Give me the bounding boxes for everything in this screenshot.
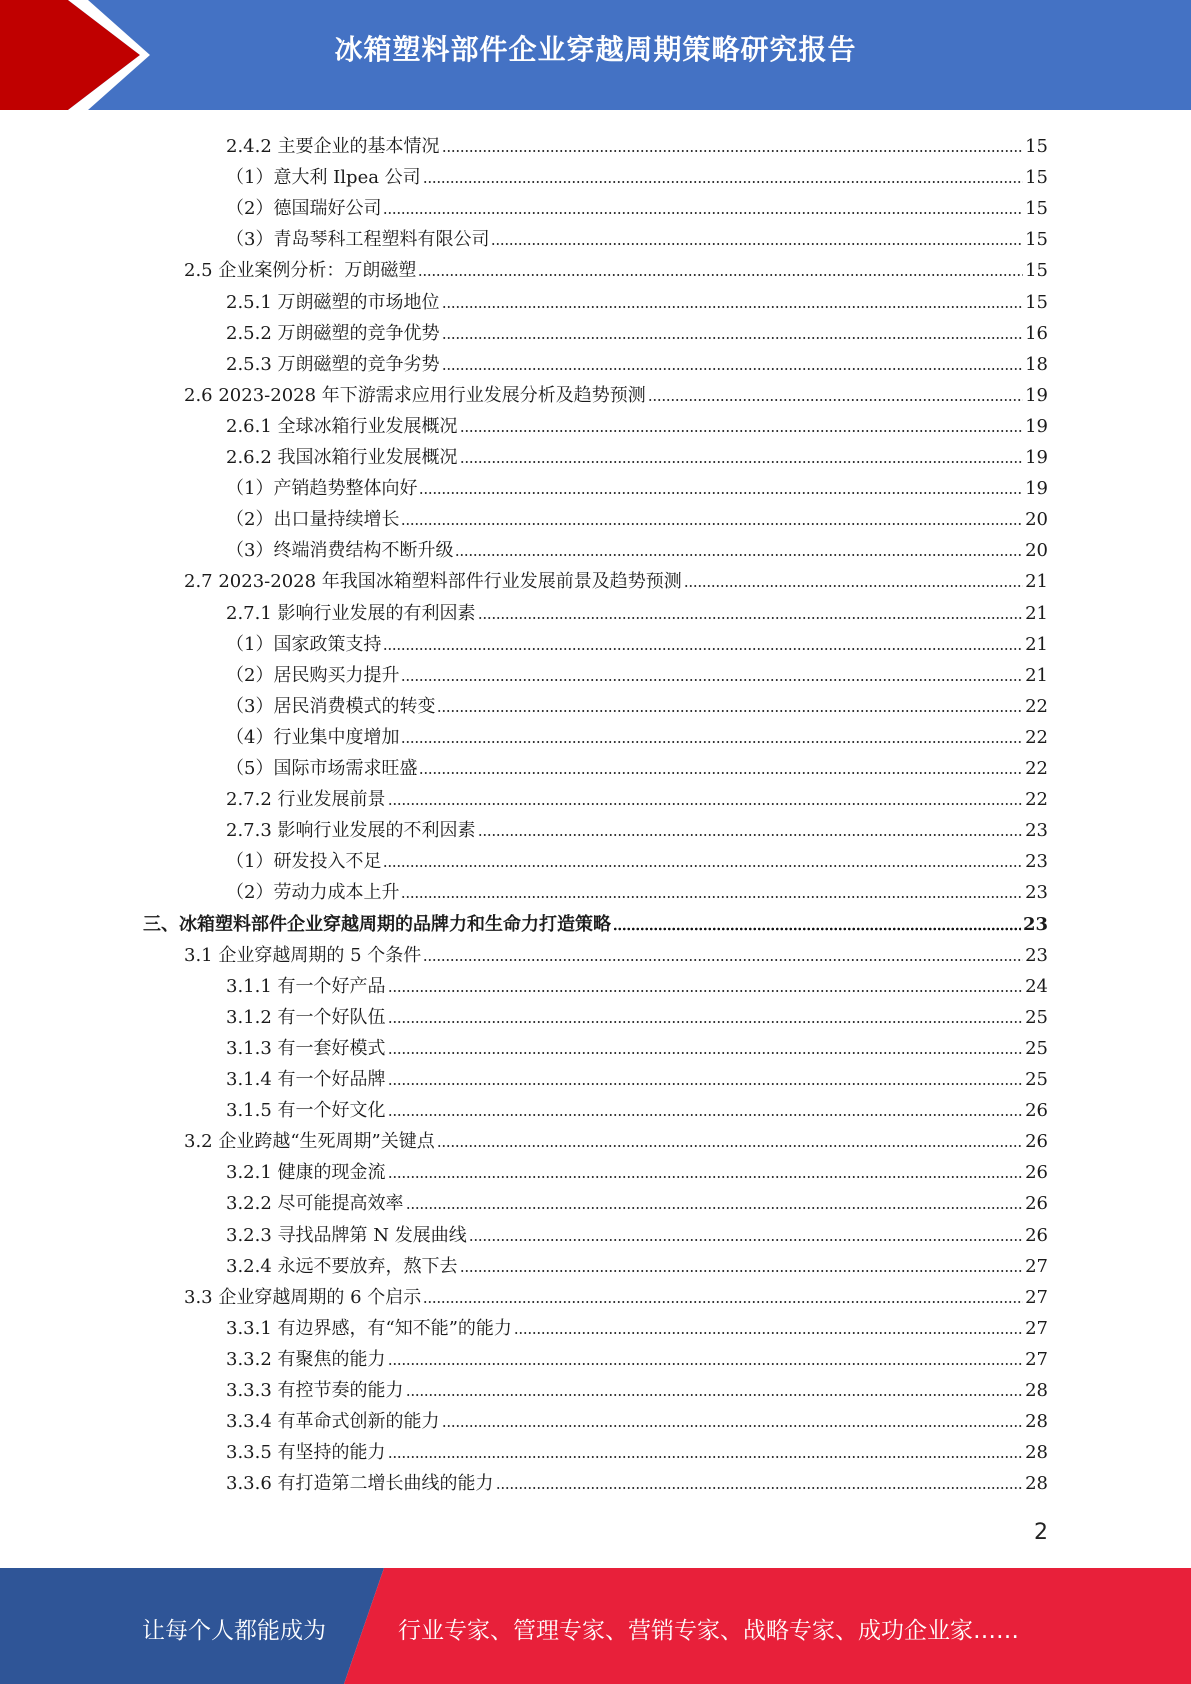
toc-entry-page: 26 <box>1025 1193 1048 1215</box>
toc-dot-leader <box>442 336 1024 340</box>
toc-entry[interactable] <box>226 780 1048 811</box>
toc-entry-page: 24 <box>1025 975 1048 997</box>
toc-dot-leader <box>684 584 1023 588</box>
toc-dot-leader <box>388 1051 1024 1055</box>
toc-entry-page: 21 <box>1025 571 1048 593</box>
toc-dot-leader <box>455 553 1023 557</box>
toc-entry-page: 16 <box>1025 322 1048 344</box>
toc-entry-title: 2.6.1 全球冰箱行业发展概况 <box>226 415 458 437</box>
toc-entry-page: 21 <box>1025 633 1048 655</box>
toc-dot-leader <box>401 678 1023 682</box>
toc-entry[interactable] <box>226 1029 1048 1060</box>
toc-entry[interactable] <box>184 936 1048 967</box>
toc-entry-page: 19 <box>1025 384 1048 406</box>
toc-entry[interactable] <box>226 407 1048 438</box>
toc-entry[interactable] <box>184 1122 1048 1153</box>
toc-entry[interactable] <box>226 345 1048 376</box>
toc-dot-leader <box>437 1144 1023 1148</box>
toc-entry-title: 3.2.4 永远不要放弃，熬下去 <box>226 1255 458 1277</box>
toc-dot-leader <box>388 1020 1024 1024</box>
page-header <box>0 0 1191 110</box>
toc-entry[interactable] <box>226 531 1048 562</box>
toc-entry-page: 18 <box>1025 353 1048 375</box>
toc-entry-title: 3.1.1 有一个好产品 <box>226 975 386 997</box>
toc-entry-page: 26 <box>1025 1224 1048 1246</box>
toc-entry-page: 20 <box>1025 540 1048 562</box>
toc-entry-page: 22 <box>1025 758 1048 779</box>
toc-entry-page: 28 <box>1025 1411 1048 1433</box>
toc-entry-page: 15 <box>1025 167 1048 189</box>
toc-entry[interactable] <box>226 314 1048 345</box>
toc-dot-leader <box>418 273 1023 277</box>
toc-entry[interactable] <box>226 998 1048 1029</box>
toc-entry-page: 23 <box>1022 913 1048 935</box>
toc-entry-page: 27 <box>1025 1286 1048 1308</box>
toc-entry-page: 26 <box>1025 1162 1048 1184</box>
toc-entry-title: 3.3.5 有坚持的能力 <box>226 1442 386 1464</box>
toc-entry-title: （2）出口量持续增长 <box>226 509 400 531</box>
toc-entry-title: 2.6 2023-2028 年下游需求应用行业发展分析及趋势预测 <box>184 384 646 406</box>
toc-dot-leader <box>423 180 1023 184</box>
toc-dot-leader <box>437 709 1023 713</box>
toc-entry-page: 23 <box>1025 882 1048 904</box>
toc-entry-page: 22 <box>1025 695 1048 717</box>
toc-dot-leader <box>460 1269 1024 1273</box>
toc-entry[interactable] <box>226 718 1048 749</box>
toc-entry[interactable] <box>226 1340 1048 1371</box>
toc-dot-leader <box>460 429 1024 433</box>
toc-dot-leader <box>419 491 1023 495</box>
toc-entry-title: （3）终端消费结构不断升级 <box>226 540 454 562</box>
toc-entry-title: 3.3.1 有边界感，有“知不能”的能力 <box>226 1317 512 1339</box>
toc-entry[interactable] <box>226 873 1048 904</box>
toc-entry-title: 3.3.3 有控节奏的能力 <box>226 1380 404 1401</box>
toc-entry-title: 2.5.2 万朗磁塑的竞争优势 <box>226 322 440 344</box>
toc-entry-title: （2）德国瑞好公司 <box>226 198 382 220</box>
toc-entry-title: 2.6.2 我国冰箱行业发展概况 <box>226 447 458 468</box>
toc-entry-page: 15 <box>1025 229 1048 251</box>
toc-dot-leader <box>388 1362 1024 1366</box>
toc-entry-page: 26 <box>1025 1131 1048 1153</box>
toc-entry[interactable] <box>226 811 1048 842</box>
toc-entry[interactable] <box>226 1091 1048 1122</box>
toc-dot-leader <box>442 149 1024 153</box>
toc-entry-page: 25 <box>1025 1006 1048 1028</box>
toc-entry-title: （4）行业集中度增加 <box>226 726 400 748</box>
toc-dot-leader <box>388 1113 1024 1117</box>
toc-entry[interactable] <box>226 1216 1048 1247</box>
toc-entry[interactable] <box>143 905 1048 936</box>
toc-entry-title: 3.2 企业跨越“生死周期”关键点 <box>184 1131 435 1153</box>
toc-dot-leader <box>388 1455 1024 1459</box>
toc-entry[interactable] <box>226 625 1048 656</box>
toc-entry[interactable] <box>226 749 1048 780</box>
toc-dot-leader <box>423 958 1023 962</box>
toc-entry-title: （5）国际市场需求旺盛 <box>226 758 418 779</box>
toc-entry-title: 2.5.3 万朗磁塑的竞争劣势 <box>226 353 440 375</box>
toc-dot-leader <box>383 211 1023 215</box>
toc-entry-page: 21 <box>1025 602 1048 624</box>
toc-dot-leader <box>401 895 1023 899</box>
toc-entry[interactable] <box>226 1247 1048 1278</box>
toc-dot-leader <box>478 616 1024 620</box>
toc-entry[interactable] <box>226 842 1048 873</box>
toc-entry-title: （1）意大利 Ilpea 公司 <box>226 167 421 189</box>
toc-dot-leader <box>442 305 1024 309</box>
toc-entry-title: 3.1 企业穿越周期的 5 个条件 <box>184 944 422 966</box>
toc-entry[interactable] <box>226 687 1048 718</box>
toc-entry-title: 三、冰箱塑料部件企业穿越周期的品牌力和生命力打造策略 <box>143 913 611 935</box>
toc-dot-leader <box>469 1238 1023 1242</box>
toc-entry-title: （1）国家政策支持 <box>226 633 382 655</box>
toc-entry[interactable] <box>226 469 1048 500</box>
toc-entry-title: （3）青岛琴科工程塑料有限公司 <box>226 229 490 251</box>
toc-entry-title: 3.1.5 有一个好文化 <box>226 1100 386 1122</box>
toc-entry[interactable] <box>184 251 1048 282</box>
toc-entry-title: 3.1.3 有一套好模式 <box>226 1037 386 1059</box>
toc-entry-title: 3.1.4 有一个好品牌 <box>226 1069 386 1090</box>
toc-entry[interactable] <box>226 594 1048 625</box>
toc-entry[interactable] <box>226 283 1048 314</box>
toc-entry-page: 27 <box>1025 1317 1048 1339</box>
toc-entry-page: 22 <box>1025 726 1048 748</box>
toc-entry-page: 21 <box>1025 664 1048 686</box>
toc-dot-leader <box>419 771 1023 775</box>
toc-entry[interactable] <box>226 967 1048 998</box>
toc-entry-page: 28 <box>1025 1473 1048 1495</box>
toc-dot-leader <box>383 647 1023 651</box>
toc-dot-leader <box>491 242 1023 246</box>
toc-entry[interactable] <box>226 1060 1048 1091</box>
toc-entry[interactable] <box>226 1402 1048 1433</box>
toc-dot-leader <box>388 802 1024 806</box>
toc-entry[interactable] <box>226 189 1048 220</box>
toc-entry[interactable] <box>226 158 1048 189</box>
toc-dot-leader <box>478 833 1024 837</box>
toc-entry-title: 3.3.4 有革命式创新的能力 <box>226 1411 440 1433</box>
toc-entry-title: 3.2.2 尽可能提高效率 <box>226 1193 404 1215</box>
toc-entry[interactable] <box>226 500 1048 531</box>
toc-entry-title: （2）劳动力成本上升 <box>226 882 400 904</box>
toc-entry-title: 2.5.1 万朗磁塑的市场地位 <box>226 291 440 313</box>
toc-entry-page: 26 <box>1025 1100 1048 1122</box>
toc-entry-title: 2.7.1 影响行业发展的有利因素 <box>226 602 476 624</box>
toc-entry-page: 27 <box>1025 1255 1048 1277</box>
toc-entry[interactable] <box>226 1153 1048 1184</box>
toc-entry-page: 25 <box>1025 1069 1048 1090</box>
toc-entry-title: 2.7.2 行业发展前景 <box>226 789 386 811</box>
toc-entry-title: 2.4.2 主要企业的基本情况 <box>226 136 440 157</box>
toc-entry-title: 2.5 企业案例分析：万朗磁塑 <box>184 260 417 282</box>
toc-entry-page: 15 <box>1025 198 1048 220</box>
toc-entry[interactable] <box>226 1184 1048 1215</box>
toc-entry[interactable] <box>226 438 1048 469</box>
page-footer <box>0 1568 1191 1684</box>
toc-entry-page: 23 <box>1025 851 1048 873</box>
toc-entry-title: （2）居民购买力提升 <box>226 664 400 686</box>
toc-entry-title: 3.2.3 寻找品牌第 N 发展曲线 <box>226 1224 467 1246</box>
toc-entry-page: 15 <box>1025 136 1048 157</box>
toc-entry-page: 25 <box>1025 1037 1048 1059</box>
toc-entry-title: （3）居民消费模式的转变 <box>226 695 436 717</box>
toc-entry-page: 19 <box>1025 478 1048 500</box>
toc-entry-page: 28 <box>1025 1442 1048 1464</box>
toc-dot-leader <box>388 1175 1024 1179</box>
toc-entry-title: 3.1.2 有一个好队伍 <box>226 1006 386 1028</box>
toc-entry[interactable] <box>226 220 1048 251</box>
toc-entry-title: 3.3 企业穿越周期的 6 个启示 <box>184 1286 422 1308</box>
toc-dot-leader <box>383 864 1023 868</box>
toc-entry-page: 22 <box>1025 789 1048 811</box>
toc-entry-title: 3.3.6 有打造第二增长曲线的能力 <box>226 1473 494 1495</box>
toc-entry-page: 27 <box>1025 1348 1048 1370</box>
toc-entry[interactable] <box>226 1309 1048 1340</box>
toc-dot-leader <box>648 398 1023 402</box>
page-number: 2 <box>1034 1520 1048 1545</box>
report-title: 冰箱塑料部件企业穿越周期策略研究报告 <box>334 33 857 66</box>
toc-entry-page: 23 <box>1025 944 1048 966</box>
toc-dot-leader <box>406 1393 1024 1397</box>
toc-entry[interactable] <box>184 1278 1048 1309</box>
toc-entry-title: （1）研发投入不足 <box>226 851 382 873</box>
toc-dot-leader <box>442 1424 1024 1428</box>
toc-entry-page: 23 <box>1025 820 1048 842</box>
toc-dot-leader <box>406 1206 1024 1210</box>
toc-dot-leader <box>388 989 1024 993</box>
toc-dot-leader <box>613 927 1021 931</box>
toc-dot-leader <box>442 367 1024 371</box>
toc-entry-page: 19 <box>1025 447 1048 468</box>
toc-entry-title: 2.7 2023-2028 年我国冰箱塑料部件行业发展前景及趋势预测 <box>184 571 682 593</box>
toc-dot-leader <box>401 522 1023 526</box>
toc-entry[interactable] <box>226 127 1048 158</box>
toc-entry-title: 2.7.3 影响行业发展的不利因素 <box>226 820 476 842</box>
toc-dot-leader <box>460 460 1024 464</box>
toc-dot-leader <box>514 1331 1023 1335</box>
toc-entry-page: 28 <box>1025 1380 1048 1401</box>
toc-entry[interactable] <box>184 562 1048 593</box>
footer-slogan-left: 让每个人都能成为 <box>142 1618 326 1644</box>
toc-entry[interactable] <box>226 1464 1048 1495</box>
footer-slogan-right: 行业专家、管理专家、营销专家、战略专家、成功企业家…… <box>398 1618 1019 1644</box>
toc-entry-page: 19 <box>1025 415 1048 437</box>
toc-entry-title: 3.3.2 有聚焦的能力 <box>226 1348 386 1370</box>
toc-entry-page: 20 <box>1025 509 1048 531</box>
toc-dot-leader <box>388 1082 1024 1086</box>
toc-entry-page: 15 <box>1025 291 1048 313</box>
toc-dot-leader <box>401 740 1023 744</box>
toc-entry[interactable] <box>226 1433 1048 1464</box>
toc-entry-title: （1）产销趋势整体向好 <box>226 478 418 500</box>
toc-entry[interactable] <box>226 1371 1048 1402</box>
toc-dot-leader <box>496 1486 1024 1490</box>
toc-entry[interactable] <box>184 376 1048 407</box>
toc-dot-leader <box>423 1300 1023 1304</box>
toc-entry[interactable] <box>226 656 1048 687</box>
toc-entry-page: 15 <box>1025 260 1048 282</box>
toc-entry-title: 3.2.1 健康的现金流 <box>226 1162 386 1184</box>
